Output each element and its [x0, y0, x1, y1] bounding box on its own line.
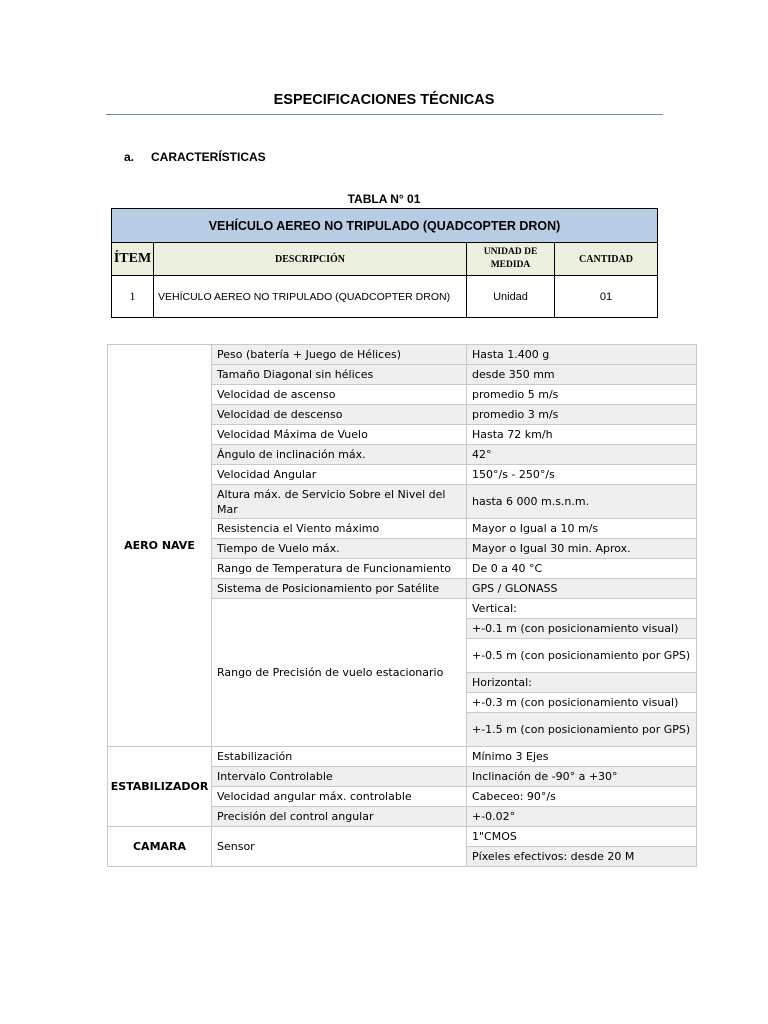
- spec-value: Píxeles efectivos: desde 20 M: [467, 847, 697, 867]
- column-header-unit-line2: MEDIDA: [490, 260, 531, 270]
- spec-param: Velocidad de descenso: [212, 405, 467, 425]
- spec-value: 1"CMOS: [467, 827, 697, 847]
- section-heading: [124, 150, 266, 164]
- spec-value: Vertical:: [467, 599, 697, 619]
- spec-param: Velocidad Máxima de Vuelo: [212, 425, 467, 445]
- spec-param: Intervalo Controlable: [212, 767, 467, 787]
- spec-value: +-0.1 m (con posicionamiento visual): [467, 619, 697, 639]
- spec-value: hasta 6 000 m.s.n.m.: [467, 485, 697, 519]
- spec-value: promedio 3 m/s: [467, 405, 697, 425]
- spec-value: Hasta 1.400 g: [467, 345, 697, 365]
- spec-value: desde 350 mm: [467, 365, 697, 385]
- spec-value: 150°/s - 250°/s: [467, 465, 697, 485]
- spec-param: Tamaño Diagonal sin hélices: [212, 365, 467, 385]
- cell-item: 1: [112, 276, 154, 318]
- spec-param-precision: Rango de Precisión de vuelo estacionario: [212, 599, 467, 747]
- summary-table-heading: VEHÍCULO AEREO NO TRIPULADO (QUADCOPTER DRON): [112, 209, 658, 243]
- page-title: ESPECIFICACIONES TÉCNICAS: [273, 92, 495, 108]
- spec-value: Cabeceo: 90°/s: [467, 787, 697, 807]
- spec-param: Velocidad de ascenso: [212, 385, 467, 405]
- spec-value: Mínimo 3 Ejes: [467, 747, 697, 767]
- spec-value: 42°: [467, 445, 697, 465]
- cell-description: VEHÍCULO AEREO NO TRIPULADO (QUADCOPTER DRON): [154, 276, 467, 318]
- column-header-unit: [467, 243, 555, 276]
- spec-value: GPS / GLONASS: [467, 579, 697, 599]
- specifications-table: [107, 344, 697, 867]
- spec-value: +-0.5 m (con posicionamiento por GPS): [467, 639, 697, 673]
- spec-param: Ángulo de inclinación máx.: [212, 445, 467, 465]
- spec-value: Inclinación de -90° a +30°: [467, 767, 697, 787]
- summary-table-column-headers: [112, 243, 658, 276]
- spec-value: Mayor o Igual 30 min. Aprox.: [467, 539, 697, 559]
- spec-value: Mayor o Igual a 10 m/s: [467, 519, 697, 539]
- summary-table: [111, 208, 658, 318]
- spec-param: Peso (batería + Juego de Hélices): [212, 345, 467, 365]
- category-camara: CAMARA: [108, 827, 212, 867]
- section-letter: a.: [124, 150, 135, 164]
- spec-param: Resistencia el Viento máximo: [212, 519, 467, 539]
- spec-value: +-1.5 m (con posicionamiento por GPS): [467, 713, 697, 747]
- column-header-description: DESCRIPCIÓN: [154, 243, 467, 276]
- section-title: CARACTERÍSTICAS: [151, 150, 266, 164]
- cell-quantity: 01: [555, 276, 658, 318]
- spec-value: +-0.3 m (con posicionamiento visual): [467, 693, 697, 713]
- spec-value: promedio 5 m/s: [467, 385, 697, 405]
- spec-param: Sistema de Posicionamiento por Satélite: [212, 579, 467, 599]
- spec-value: +-0.02°: [467, 807, 697, 827]
- title-underline: [106, 114, 663, 115]
- spec-param: Tiempo de Vuelo máx.: [212, 539, 467, 559]
- spec-param: Velocidad angular máx. controlable: [212, 787, 467, 807]
- category-estabilizador: ESTABILIZADOR: [108, 747, 212, 827]
- spec-param: Rango de Temperatura de Funcionamiento: [212, 559, 467, 579]
- column-header-unit-line1: UNIDAD DE: [483, 247, 538, 257]
- spec-value: De 0 a 40 °C: [467, 559, 697, 579]
- table-label: TABLA N° 01: [347, 192, 421, 206]
- cell-unit: Unidad: [467, 276, 555, 318]
- spec-param: Velocidad Angular: [212, 465, 467, 485]
- spec-param: Estabilización: [212, 747, 467, 767]
- column-header-quantity: CANTIDAD: [555, 243, 658, 276]
- spec-param-sensor: Sensor: [212, 827, 467, 867]
- table-row: [112, 276, 658, 318]
- column-header-item: ÍTEM: [112, 243, 154, 276]
- spec-value: Hasta 72 km/h: [467, 425, 697, 445]
- spec-param: Precisión del control angular: [212, 807, 467, 827]
- spec-value: Horizontal:: [467, 673, 697, 693]
- category-aeronave: AERO NAVE: [108, 345, 212, 747]
- spec-param: Altura máx. de Servicio Sobre el Nivel del Mar: [212, 485, 467, 519]
